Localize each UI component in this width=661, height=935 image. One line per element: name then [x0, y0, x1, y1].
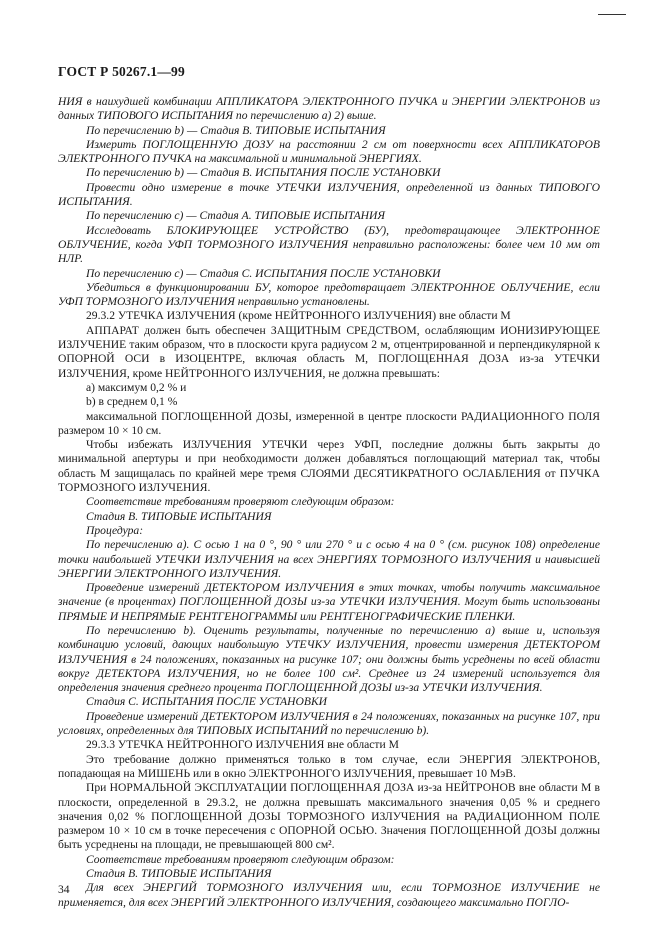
paragraph: Соответствие требованиям проверяют следующим образом:: [86, 852, 395, 866]
paragraph: Убедиться в функционировании БУ, которое предотвращает ЭЛЕКТРОННОЕ ОБЛУЧЕНИЕ, если УФП ТОРМОЗНОГО ИЗЛУЧЕНИЯ неправильно установлены.: [58, 280, 600, 309]
paragraph: По перечислению с) — Стадия С. ИСПЫТАНИЯ ПОСЛЕ УСТАНОВКИ: [86, 266, 441, 280]
paragraph: Для всех ЭНЕРГИЙ ТОРМОЗНОГО ИЗЛУЧЕНИЯ или, если ТОРМОЗНОЕ ИЗЛУЧЕНИЕ не применяется, для всех ЭНЕРГИЙ ЭЛЕКТРОННОГО ИЗЛУЧЕНИЯ, создающего максимально ПОГЛО-: [58, 881, 600, 909]
paragraph: а) максимум 0,2 % и: [86, 380, 187, 394]
paragraph: По перечислению а). С осью 1 на 0 °, 90 ° или 270 ° и с осью 4 на 0 ° (см. рисунок 108) определение точки наибольшей УТЕЧКИ ИЗЛУЧЕНИЯ на всех ЭНЕРГИЯХ ТОРМОЗНОГО ИЗЛУЧЕНИЯ и наивысшей ЭНЕРГИИ ЭЛЕКТРОННОГО ИЗЛУЧЕНИЯ.: [58, 538, 600, 580]
paragraph: Стадия В. ТИПОВЫЕ ИСПЫТАНИЯ: [86, 509, 272, 523]
paragraph: АППАРАТ должен быть обеспечен ЗАЩИТНЫМ СРЕДСТВОМ, ослабляющим ИОНИЗИРУЮЩЕЕ ИЗЛУЧЕНИЕ таким образом, что в плоскости круга радиусом 2 м, отцентрированной и перпендикулярной к ОПОРНОЙ ОСИ в ИЗОЦЕНТРЕ, включая область М, ПОГЛОЩЕННАЯ ДОЗА из-за УТЕЧКИ ИЗЛУЧЕНИЯ, кроме НЕЙТРОННОГО ИЗЛУЧЕНИЯ, не должна превышать:: [58, 323, 600, 380]
paragraph: По перечислению с) — Стадия А. ТИПОВЫЕ ИСПЫТАНИЯ: [86, 209, 386, 223]
paragraph: По перечислению b) — Стадия В. ТИПОВЫЕ ИСПЫТАНИЯ: [86, 123, 386, 137]
paragraph: максимальной ПОГЛОЩЕННОЙ ДОЗЫ, измеренной в центре плоскости РАДИАЦИОННОГО ПОЛЯ размером 10 × 10 см.: [58, 409, 600, 437]
paragraph: 29.3.2 УТЕЧКА ИЗЛУЧЕНИЯ (кроме НЕЙТРОННОГО ИЗЛУЧЕНИЯ) вне области М: [86, 309, 511, 323]
paragraph: По перечислению b) — Стадия В. ИСПЫТАНИЯ ПОСЛЕ УСТАНОВКИ: [86, 166, 441, 180]
corner-rule: [598, 14, 626, 15]
paragraph: Стадия В. ТИПОВЫЕ ИСПЫТАНИЯ: [86, 867, 272, 881]
paragraph: По перечислению b). Оценить результаты, полученные по перечислению а) выше и, используя комбинацию условий, дающих наибольшую УТЕЧКУ ИЗЛУЧЕНИЯ, провести измерения ДЕТЕКТОРОМ ИЗЛУЧЕНИЯ в 24 положениях, показанных на рисунке 107; они должны быть усреднены по всей области вокруг ДЕТЕКТОРА ИЗЛУЧЕНИЯ, но не более 100 см². Среднее из 24 измерений используется для определения значения среднего процента ПОГЛОЩЕННОЙ ДОЗЫ из-за УТЕЧКИ ИЗЛУЧЕНИЯ.: [58, 623, 600, 695]
page-body: [58, 95, 600, 910]
paragraph: 29.3.3 УТЕЧКА НЕЙТРОННОГО ИЗЛУЧЕНИЯ вне области М: [86, 738, 399, 752]
paragraph: b) в среднем 0,1 %: [86, 395, 178, 409]
paragraph: НИЯ в наихудшей комбинации АППЛИКАТОРА ЭЛЕКТРОННОГО ПУЧКА и ЭНЕРГИИ ЭЛЕКТРОНОВ из данных ТИПОВОГО ИСПЫТАНИЯ по перечислению а) 2) выше.: [58, 95, 600, 123]
standard-header: ГОСТ Р 50267.1—99: [58, 64, 185, 79]
paragraph: Исследовать БЛОКИРУЮЩЕЕ УСТРОЙСТВО (БУ), предотвращающее ЭЛЕКТРОННОЕ ОБЛУЧЕНИЕ, когда УФП ТОРМОЗНОГО ИЗЛУЧЕНИЯ неправильно расположены: более чем 10 мм от НЛР.: [58, 223, 600, 266]
paragraph: Проведение измерений ДЕТЕКТОРОМ ИЗЛУЧЕНИЯ в 24 положениях, показанных на рисунке 107, при условиях, определенных для ТИПОВЫХ ИСПЫТАНИЙ по перечислению b).: [58, 709, 600, 738]
paragraph: Это требование должно применяться только в том случае, если ЭНЕРГИЯ ЭЛЕКТРОНОВ, попадающая на МИШЕНЬ или в окно ЭЛЕКТРОННОГО ИЗЛУЧЕНИЯ, превышает 10 МэВ.: [58, 752, 600, 780]
page-number: 34: [58, 883, 70, 896]
paragraph: Чтобы избежать ИЗЛУЧЕНИЯ УТЕЧКИ через УФП, последние должны быть закрыты до минимальной апертуры и при необходимости должен добавляться поглощающий материал так, чтобы область М защищалась по крайней мере тремя СЛОЯМИ ДЕСЯТИКРАТНОГО ОСЛАБЛЕНИЯ от ПУЧКА ТОРМОЗНОГО ИЗЛУЧЕНИЯ.: [58, 438, 600, 495]
paragraph: Провести одно измерение в точке УТЕЧКИ ИЗЛУЧЕНИЯ, определенной из данных ТИПОВОГО ИСПЫТАНИЯ.: [58, 180, 600, 209]
paragraph: Проведение измерений ДЕТЕКТОРОМ ИЗЛУЧЕНИЯ в этих точках, чтобы получить максимальное значение (в процентах) ПОГЛОЩЕННОЙ ДОЗЫ из-за УТЕЧКИ ИЗЛУЧЕНИЯ. Могут быть использованы ПРЯМЫЕ И НЕПРЯМЫЕ РЕНТГЕНОГРАММЫ или РЕНТГЕНОГРАФИЧЕСКИЕ ПЛЕНКИ.: [58, 581, 600, 623]
paragraph: Стадия С. ИСПЫТАНИЯ ПОСЛЕ УСТАНОВКИ: [86, 695, 328, 709]
paragraph: Процедура:: [86, 523, 144, 537]
paragraph: Измерить ПОГЛОЩЕННУЮ ДОЗУ на расстоянии 2 см от поверхности всех АППЛИКАТОРОВ ЭЛЕКТРОННОГО ПУЧКА на максимальной и минимальной ЭНЕРГИЯХ.: [58, 137, 600, 166]
paragraph: При НОРМАЛЬНОЙ ЭКСПЛУАТАЦИИ ПОГЛОЩЕННАЯ ДОЗА из-за НЕЙТРОНОВ вне области М в плоскости, определенной в 29.3.2, не должна превышать максимального значения 0,05 % и среднего значения 0,02 % ПОГЛОЩЕННОЙ ДОЗЫ ТОРМОЗНОГО ИЗЛУЧЕНИЯ на РАДИАЦИОННОМ ПОЛЕ размером 10 × 10 см в точке пересечения с ОПОРНОЙ ОСЬЮ. Значения ПОГЛОЩЕННОЙ ДОЗЫ должны быть усреднены на площади, не превышающей 800 см².: [58, 781, 600, 852]
paragraph: Соответствие требованиям проверяют следующим образом:: [86, 495, 395, 509]
